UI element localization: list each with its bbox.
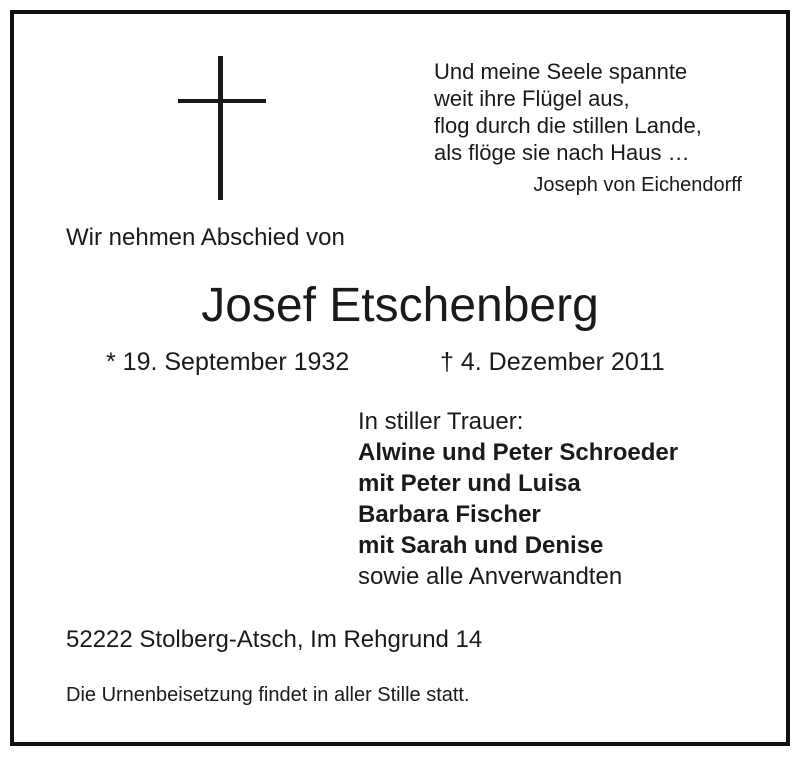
farewell-intro: Wir nehmen Abschied von [66,224,345,251]
poem [434,58,774,166]
mourners-closing: sowie alle Anverwandten [358,563,623,590]
mourners-block [358,406,678,592]
cross-vertical-bar [218,56,223,200]
mourner-line: mit Sarah und Denise [358,532,604,559]
mourners-heading: In stiller Trauer: [358,408,524,435]
burial-note: Die Urnenbeisetzung findet in aller Stille statt. [66,684,470,706]
cross-horizontal-bar [178,99,266,103]
mourning-address: 52222 Stolberg-Atsch, Im Rehgrund 14 [66,626,483,653]
mourner-line: Barbara Fischer [358,501,541,528]
poem-line: als flöge sie nach Haus … [434,140,690,165]
obituary-notice [10,10,790,746]
cross-icon [178,56,266,200]
birth-date: * 19. September 1932 [106,348,350,376]
poem-author: Joseph von Eichendorff [533,174,742,196]
deceased-name: Josef Etschenberg [201,279,599,332]
poem-line: Und meine Seele spannte [434,59,688,84]
poem-line: weit ihre Flügel aus, [434,86,630,111]
mourner-line: mit Peter und Luisa [358,470,581,497]
mourner-line: Alwine und Peter Schroeder [358,439,679,466]
poem-line: flog durch die stillen Lande, [434,113,702,138]
death-date: † 4. Dezember 2011 [440,348,665,376]
